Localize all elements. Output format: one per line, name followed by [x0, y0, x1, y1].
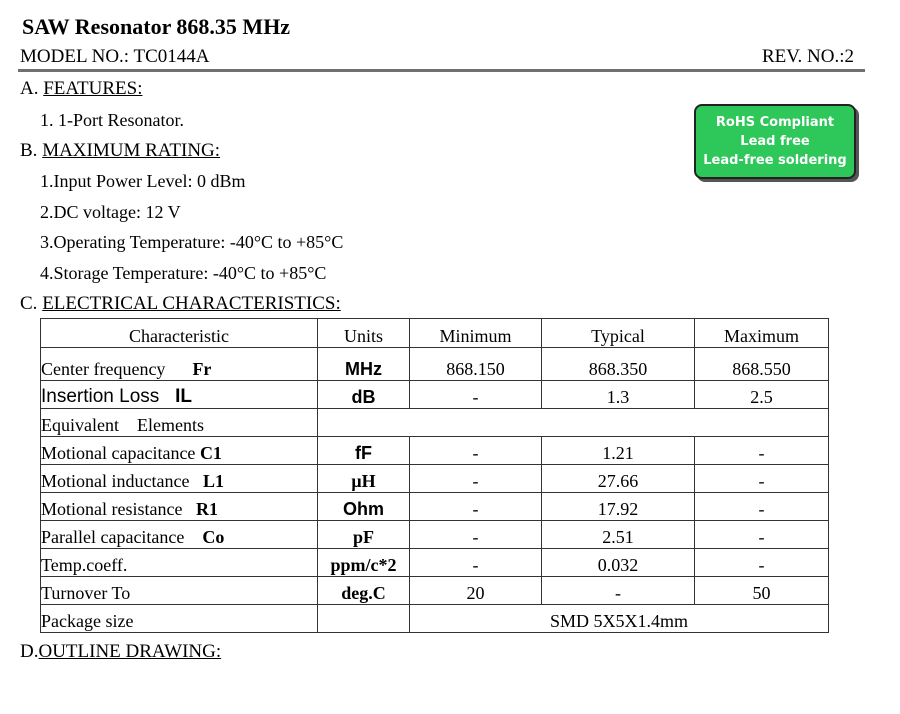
- row-label: Motional resistance R1: [41, 493, 318, 521]
- section-d-heading: D.OUTLINE DRAWING:: [20, 641, 222, 662]
- table-header-row: [41, 319, 829, 348]
- row-label: Center frequency Fr: [41, 348, 318, 381]
- package-size-value: SMD 5X5X1.4mm: [410, 605, 829, 633]
- electrical-characteristics-table: [40, 318, 829, 633]
- table-row: [41, 348, 829, 381]
- row-min: -: [410, 465, 542, 493]
- row-unit: pF: [318, 521, 410, 549]
- table-row: [41, 409, 829, 437]
- row-label: Insertion Loss IL: [41, 381, 318, 409]
- table-row: [41, 493, 829, 521]
- row-max: -: [695, 465, 829, 493]
- rohs-badge: RoHS Compliant Lead free Lead-free soldering: [694, 104, 856, 179]
- section-a-heading: A. FEATURES:: [20, 78, 143, 99]
- row-label: Equivalent Elements: [41, 409, 318, 437]
- rating-item-storage-temp: 4.Storage Temperature: -40°C to +85°C: [40, 263, 327, 283]
- row-min: -: [410, 493, 542, 521]
- rating-item-operating-temp: 3.Operating Temperature: -40°C to +85°C: [40, 232, 344, 252]
- row-max: -: [695, 437, 829, 465]
- row-min: -: [410, 381, 542, 409]
- row-unit: μH: [318, 465, 410, 493]
- row-typ: 0.032: [542, 549, 695, 577]
- row-typ: 17.92: [542, 493, 695, 521]
- row-unit-empty: [318, 605, 410, 633]
- revision-number: REV. NO.:2: [761, 46, 854, 67]
- header-characteristic: Characteristic: [41, 319, 318, 348]
- table-row: [41, 437, 829, 465]
- row-label: Motional inductance L1: [41, 465, 318, 493]
- row-label: Parallel capacitance Co: [41, 521, 318, 549]
- section-b-heading: B. MAXIMUM RATING:: [20, 140, 221, 161]
- row-typ: 868.350: [542, 348, 695, 381]
- row-max: 868.550: [695, 348, 829, 381]
- header-units: Units: [318, 319, 410, 348]
- header-minimum: Minimum: [410, 319, 542, 348]
- row-typ: 1.3: [542, 381, 695, 409]
- table-row: [41, 381, 829, 409]
- row-typ: -: [542, 577, 695, 605]
- row-typ: 27.66: [542, 465, 695, 493]
- document-title: SAW Resonator 868.35 MHz: [22, 14, 291, 39]
- header-maximum: Maximum: [695, 319, 829, 348]
- row-label: Temp.coeff.: [41, 549, 318, 577]
- row-typ: 2.51: [542, 521, 695, 549]
- row-max: -: [695, 493, 829, 521]
- row-min: -: [410, 521, 542, 549]
- row-unit: deg.C: [318, 577, 410, 605]
- table-row: [41, 577, 829, 605]
- row-max: 2.5: [695, 381, 829, 409]
- row-label: Package size: [41, 605, 318, 633]
- row-typ: 1.21: [542, 437, 695, 465]
- table-row: [41, 521, 829, 549]
- header-typical: Typical: [542, 319, 695, 348]
- table-row: [41, 465, 829, 493]
- row-empty-span: [318, 409, 829, 437]
- table-row: [41, 549, 829, 577]
- header-divider: [18, 69, 865, 72]
- row-label: Turnover To: [41, 577, 318, 605]
- row-label: Motional capacitance C1: [41, 437, 318, 465]
- feature-item: 1. 1-Port Resonator.: [40, 110, 184, 130]
- row-max: -: [695, 549, 829, 577]
- rating-item-input-power: 1.Input Power Level: 0 dBm: [40, 171, 246, 191]
- row-unit: ppm/c*2: [318, 549, 410, 577]
- rating-item-dc-voltage: 2.DC voltage: 12 V: [40, 202, 181, 222]
- model-number: MODEL NO.: TC0144A: [20, 46, 210, 67]
- table-row: [41, 605, 829, 633]
- row-min: 868.150: [410, 348, 542, 381]
- row-unit: MHz: [318, 348, 410, 381]
- row-unit: Ohm: [318, 493, 410, 521]
- row-unit: dB: [318, 381, 410, 409]
- row-max: 50: [695, 577, 829, 605]
- row-min: -: [410, 549, 542, 577]
- section-c-heading: C. ELECTRICAL CHARACTERISTICS:: [20, 293, 341, 314]
- row-unit: fF: [318, 437, 410, 465]
- row-min: -: [410, 437, 542, 465]
- row-max: -: [695, 521, 829, 549]
- row-min: 20: [410, 577, 542, 605]
